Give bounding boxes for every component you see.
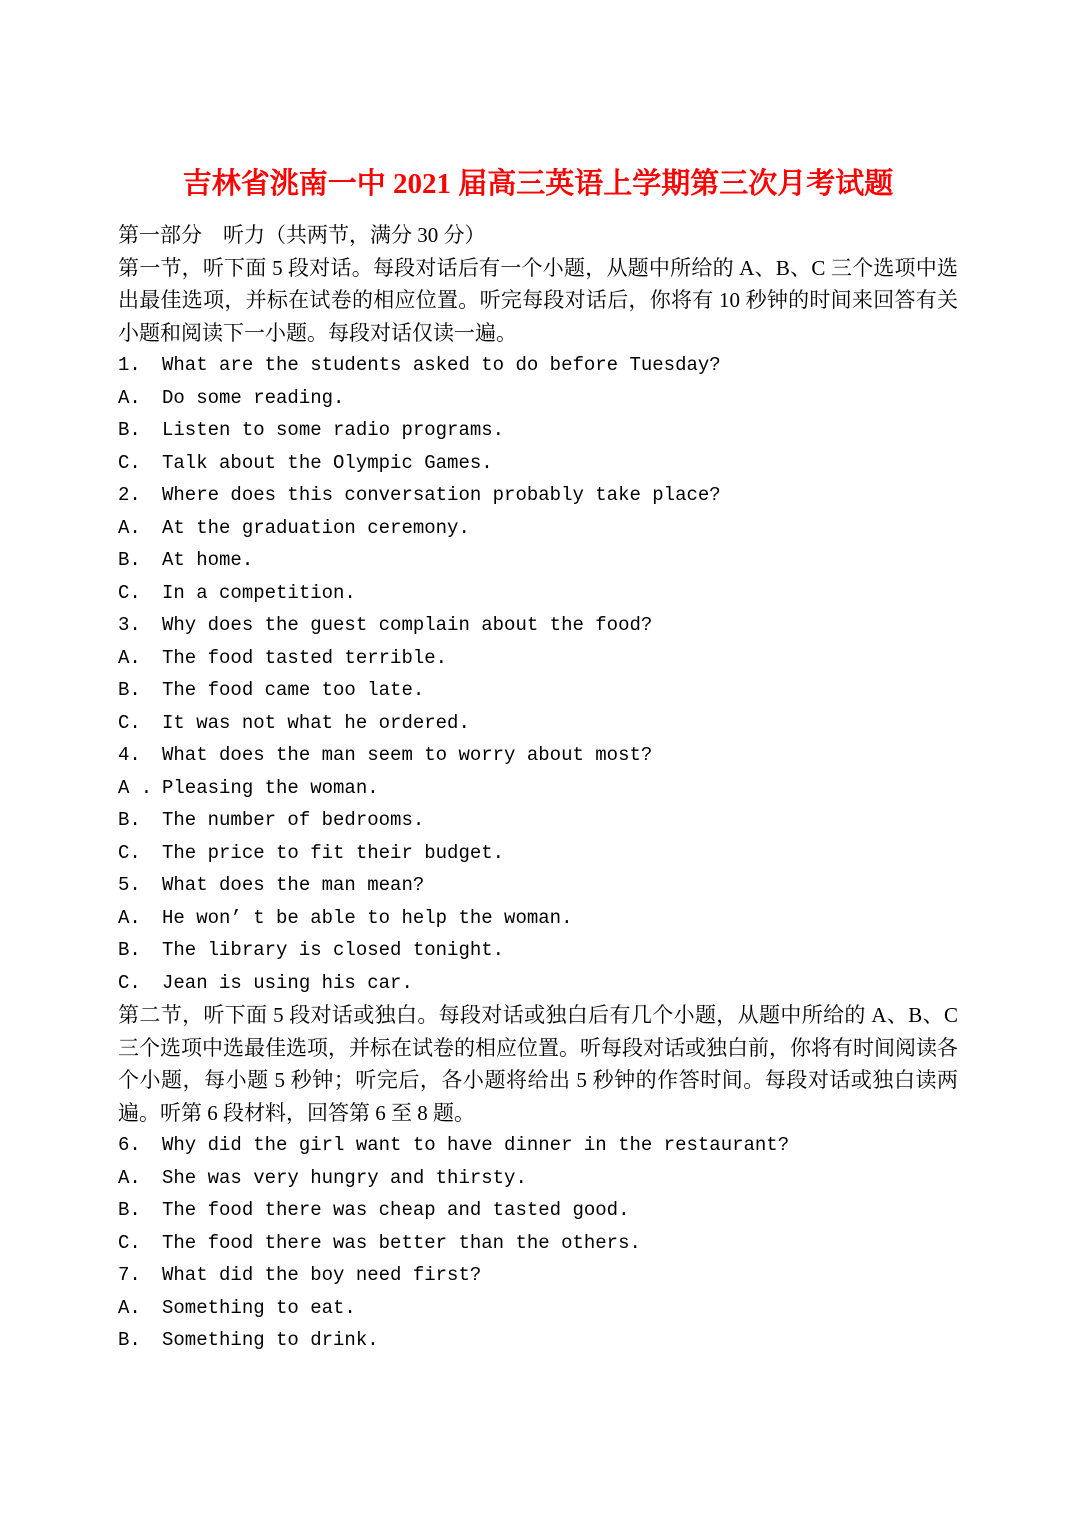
option-text: She was very hungry and thirsty.: [162, 1166, 527, 1189]
question-5-option-b: [118, 934, 958, 967]
option-label: A.: [118, 386, 141, 409]
option-text: Listen to some radio programs.: [162, 419, 505, 441]
question-6-option-a: [118, 1162, 958, 1195]
option-label: A .: [118, 776, 153, 799]
option-label: A.: [118, 1166, 141, 1189]
question-5-option-a: [118, 902, 958, 935]
option-label: B.: [118, 1329, 141, 1351]
option-text: In a competition.: [162, 581, 356, 604]
section1-intro: 第一节，听下面 5 段对话。每段对话后有一个小题，从题中所给的 A、B、C 三个选项中选出最佳选项，并标在试卷的相应位置。听完每段对话后，你将有 10 秒钟的时间来回答有关小题和阅读下一小题。每段对话仅读一遍。: [118, 255, 958, 345]
question-number: 1.: [118, 354, 141, 376]
option-text: He won’ t be able to help the woman.: [162, 906, 573, 929]
question-text: What does the man mean?: [162, 874, 425, 896]
part1-heading: 第一部分 听力（共两节，满分 30 分）: [118, 223, 486, 247]
option-label: C.: [118, 1231, 141, 1254]
question-4-option-a: [118, 772, 958, 805]
option-text: Jean is using his car.: [162, 971, 413, 994]
page-title: 吉林省洮南一中 2021 届高三英语上学期第三次月考试题: [182, 168, 894, 200]
question-text: Where does this conversation probably take place?: [162, 484, 721, 506]
option-text: The food there was cheap and tasted good.: [162, 1199, 630, 1221]
option-label: B.: [118, 1199, 141, 1221]
question-text: Why did the girl want to have dinner in the restaurant?: [162, 1134, 790, 1156]
question-4: [118, 739, 958, 772]
option-text: Something to eat.: [162, 1296, 356, 1319]
question-3-option-a: [118, 642, 958, 675]
option-text: Talk about the Olympic Games.: [162, 451, 493, 474]
question-6-option-b: [118, 1194, 958, 1227]
question-4-option-c: [118, 837, 958, 870]
question-text: Why does the guest complain about the food?: [162, 614, 653, 636]
question-7-option-a: [118, 1292, 958, 1325]
question-2: [118, 479, 958, 512]
question-7: [118, 1259, 958, 1292]
option-label: B.: [118, 679, 141, 701]
question-1-option-a: [118, 382, 958, 415]
question-text: What does the man seem to worry about most?: [162, 744, 653, 766]
option-label: A.: [118, 516, 141, 539]
question-3-option-c: [118, 707, 958, 740]
option-text: Pleasing the woman.: [162, 776, 379, 799]
question-2-option-c: [118, 577, 958, 610]
option-label: B.: [118, 419, 141, 441]
document-content: [118, 162, 958, 1357]
option-label: C.: [118, 451, 141, 474]
question-2-option-a: [118, 512, 958, 545]
option-text: The price to fit their budget.: [162, 841, 505, 864]
option-label: B.: [118, 939, 141, 961]
question-number: 4.: [118, 744, 141, 766]
question-1-option-b: [118, 414, 958, 447]
question-5-option-c: [118, 967, 958, 1000]
question-6: [118, 1129, 958, 1162]
question-3-option-b: [118, 674, 958, 707]
question-5: [118, 869, 958, 902]
option-label: B.: [118, 549, 141, 571]
option-text: The number of bedrooms.: [162, 809, 425, 831]
question-1-option-c: [118, 447, 958, 480]
question-3: [118, 609, 958, 642]
option-label: B.: [118, 809, 141, 831]
option-label: C.: [118, 841, 141, 864]
option-text: It was not what he ordered.: [162, 711, 470, 734]
option-label: C.: [118, 971, 141, 994]
question-number: 7.: [118, 1264, 141, 1286]
question-2-option-b: [118, 544, 958, 577]
option-text: The food tasted terrible.: [162, 646, 448, 669]
option-label: A.: [118, 646, 141, 669]
question-number: 3.: [118, 614, 141, 636]
question-number: 6.: [118, 1134, 141, 1156]
option-label: C.: [118, 581, 141, 604]
option-text: At home.: [162, 549, 254, 571]
question-7-option-b: [118, 1324, 958, 1357]
question-4-option-b: [118, 804, 958, 837]
option-text: The food came too late.: [162, 679, 425, 701]
option-label: A.: [118, 1296, 141, 1319]
option-text: Do some reading.: [162, 386, 345, 409]
question-number: 5.: [118, 874, 141, 896]
question-1: [118, 349, 958, 382]
option-text: The library is closed tonight.: [162, 939, 505, 961]
option-text: Something to drink.: [162, 1329, 379, 1351]
option-text: At the graduation ceremony.: [162, 516, 470, 539]
option-label: A.: [118, 906, 141, 929]
question-text: What are the students asked to do before Tuesday?: [162, 354, 721, 376]
option-label: C.: [118, 711, 141, 734]
question-number: 2.: [118, 484, 141, 506]
section2-intro: 第二节，听下面 5 段对话或独白。每段对话或独白后有几个小题，从题中所给的 A、B、C 三个选项中选最佳选项，并标在试卷的相应位置。听每段对话或独白前，你将有时间阅读各个小题，每小题 5 秒钟；听完后，各小题将给出 5 秒钟的作答时间。每段对话或独白读两遍。听第 6 段材料，回答第 6 至 8 题。: [118, 1003, 958, 1125]
question-text: What did the boy need first?: [162, 1264, 482, 1286]
question-6-option-c: [118, 1227, 958, 1260]
option-text: The food there was better than the others.: [162, 1231, 641, 1254]
